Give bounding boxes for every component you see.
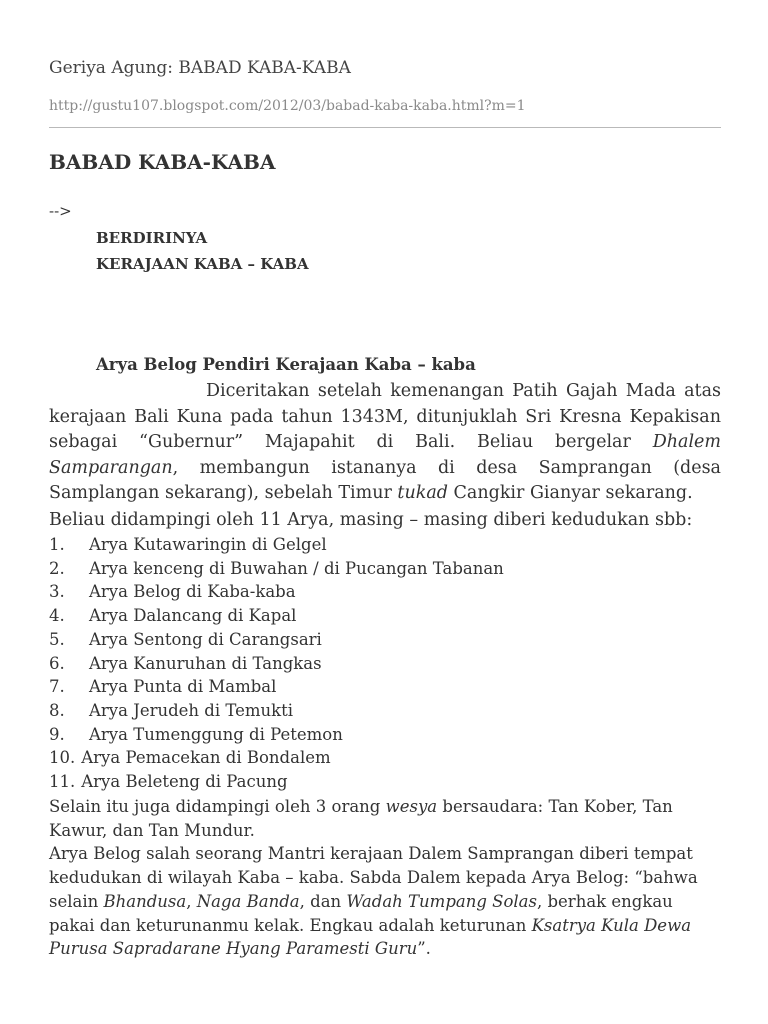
list-item: 10. Arya Pemacekan di Bondalem	[49, 748, 331, 768]
italic-term: Wadah Tumpang Solas	[346, 891, 537, 911]
post-title: BABAD KABA-KABA	[49, 150, 276, 174]
list-item: 8. Arya Jerudeh di Temukti	[49, 700, 294, 720]
list-item: 5. Arya Sentong di Carangsari	[49, 629, 322, 649]
paragraph-intro	[49, 379, 721, 507]
subheading: Arya Belog Pendiri Kerajaan Kaba – kaba	[96, 355, 476, 374]
paragraph-text: Diceritakan setelah kemenangan Patih Gajah Mada atas kerajaan Bali Kuna pada tahun 1343M, ditunjuklah Sri Kresna Kepakisan sebagai “Gubernur” Majapahit di Bali. Beliau bergelar	[49, 381, 721, 452]
paragraph-arya-intro: Beliau didampingi oleh 11 Arya, masing – masing diberi kedudukan sbb:	[49, 510, 693, 530]
list-item: 1. Arya Kutawaringin di Gelgel	[49, 535, 327, 554]
comment-arrow-text: -->	[49, 202, 72, 220]
closing-paragraphs	[49, 795, 721, 961]
paragraph-text: , membangun istananya di desa Samprangan (desa Samplangan sekarang), sebelah Timur	[49, 457, 721, 503]
paragraph-text: Cangkir Gianyar sekarang.	[447, 483, 693, 503]
list-item: 9. Arya Tumenggung di Petemon	[49, 724, 343, 744]
section-heading-line1: BERDIRINYA	[96, 229, 208, 247]
list-item: 7. Arya Punta di Mambal	[49, 677, 277, 697]
paragraph-sabda: Arya Belog salah seorang Mantri kerajaan Dalem Samprangan diberi tempat kedudukan di wilayah Kaba – kaba. Sabda Dalem kepada Arya Belog: “bahwa selain Bhandusa, Naga Banda, dan Wadah Tumpang Solas, berhak engkau pakai dan keturunanmu kelak. Engkau adalah keturunan Ksatrya Kula Dewa Purusa Sapradarane Hyang Paramesti Guru”.	[49, 844, 698, 959]
list-item: 3. Arya Belog di Kaba-kaba	[49, 582, 296, 602]
source-url[interactable]: http://gustu107.blogspot.com/2012/03/babad-kaba-kaba.html?m=1	[49, 98, 526, 114]
italic-term: Ksatrya Kula Dewa Purusa Sapradarane Hyang Paramesti Guru	[49, 915, 692, 959]
header-divider	[49, 127, 721, 128]
list-item: 4. Arya Dalancang di Kapal	[49, 606, 297, 626]
arya-list	[49, 533, 721, 794]
italic-term: Dhalem Samparangan	[49, 432, 721, 478]
list-item: 2. Arya kenceng di Buwahan / di Pucangan Tabanan	[49, 558, 504, 578]
paragraph-wesya: Selain itu juga didampingi oleh 3 orang wesya bersaudara: Tan Kober, Tan Kawur, dan Tan Mundur.	[49, 797, 673, 840]
italic-term: Naga Banda	[196, 891, 300, 911]
site-title: Geriya Agung: BABAD KABA-KABA	[49, 58, 351, 78]
list-item: 11. Arya Beleteng di Pacung	[49, 772, 288, 792]
italic-term: wesya	[385, 797, 438, 816]
italic-term: Bhandusa	[103, 891, 187, 911]
section-heading-line2: KERAJAAN KABA – KABA	[96, 255, 309, 273]
italic-term: tukad	[397, 483, 448, 503]
list-item: 6. Arya Kanuruhan di Tangkas	[49, 653, 322, 673]
